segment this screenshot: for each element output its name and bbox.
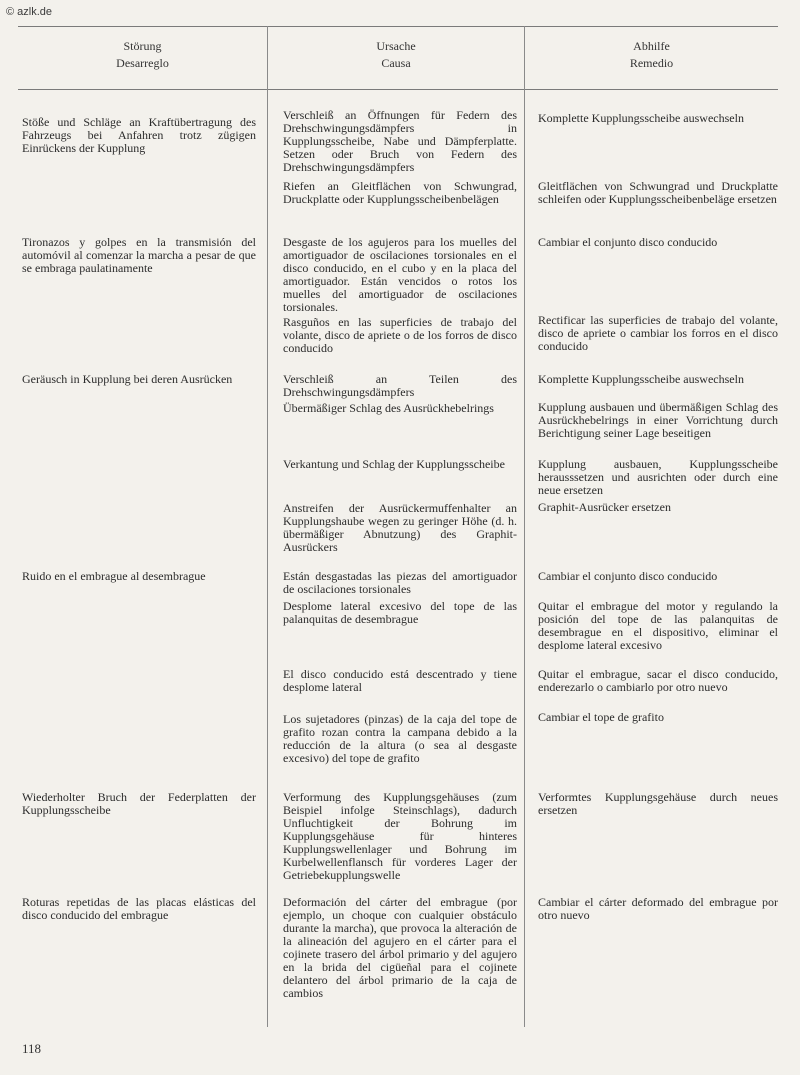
column-header-fault	[18, 38, 267, 72]
remedy-cell: Graphit-Ausrücker ersetzen	[538, 500, 671, 514]
remedy-cell: Cambiar el tope de grafito	[538, 710, 664, 724]
page-number: 118	[22, 1041, 42, 1056]
column-divider-1	[267, 26, 268, 1027]
remedy-cell: Komplette Kupplungsscheibe auswechseln	[538, 111, 744, 125]
table-top-rule	[18, 26, 778, 27]
cause-cell: Desplome lateral excesivo del tope de las palanquitas de desembrague	[283, 599, 517, 626]
header-remedy-de: Abhilfe	[633, 39, 670, 53]
remedy-cell: Cambiar el conjunto disco conducido	[538, 569, 718, 583]
remedy-cell: Verformtes Kupplungsgehäuse durch neues ersetzen	[538, 790, 778, 817]
fault-cell: Ruido en el embrague al desembrague	[22, 569, 206, 583]
header-cause-de: Ursache	[376, 39, 416, 53]
remedy-cell: Kupplung ausbauen und übermäßigen Schlag des Ausrückhebelrings in einer Vorrichtung durch Berichtigung seiner Lage beseitigen	[538, 400, 778, 440]
cause-cell: Verformung des Kupplungsgehäuses (zum Beispiel infolge Steinschlags), dadurch Unfluchtigkeit der Bohrung im Kupplungsgehäuse für hinteres Kupplungswellenlager und Bohrung im Kurbelwellenflansch für vorderes Lager der Getriebekupplungswelle	[283, 790, 517, 882]
header-bottom-rule	[18, 89, 778, 90]
cause-cell: Übermäßiger Schlag des Ausrückhebelrings	[283, 401, 494, 415]
cause-cell: Verschleiß an Teilen des Drehschwingungsdämpfers	[283, 372, 517, 399]
remedy-cell: Cambiar el cárter deformado del embrague por otro nuevo	[538, 895, 778, 922]
cause-cell: Desgaste de los agujeros para los muelles del amortiguador de oscilaciones torsionales en el disco conducido, en el cubo y en la placa del amortiguador. Están vencidos o rotos los muelles del amortiguador de oscilaciones torsionales.	[283, 235, 517, 314]
cause-cell: Verschleiß an Öffnungen für Federn des Drehschwingungsdämpfers in Kupplungsscheibe, Nabe und Dämpferplatte. Setzen oder Bruch von Federn des Drehschwingungsdämpfers	[283, 108, 517, 174]
remedy-cell: Quitar el embrague del motor y regulando la posición del tope de las palanquitas de desembrague en el dispositivo, eliminar el desplome lateral excesivo	[538, 599, 778, 652]
cause-cell: Anstreifen der Ausrückermuffenhalter an Kupplungshaube wegen zu geringer Höhe (d. h. übermäßiger Abnutzung) des Graphit-Ausrückers	[283, 501, 517, 554]
remedy-cell: Komplette Kupplungsscheibe auswechseln	[538, 372, 744, 386]
header-fault-es: Desarreglo	[116, 56, 169, 70]
fault-cell: Stöße und Schläge an Kraftübertragung des Fahrzeugs bei Anfahren trotz zügigen Einrückens der Kupplung	[22, 115, 256, 155]
column-header-remedy	[525, 38, 778, 72]
cause-cell: El disco conducido está descentrado y tiene desplome lateral	[283, 667, 517, 694]
cause-cell: Riefen an Gleitflächen von Schwungrad, Druckplatte oder Kupplungsscheibenbelägen	[283, 179, 517, 206]
fault-cell: Geräusch in Kupplung bei deren Ausrücken	[22, 372, 233, 386]
remedy-cell: Cambiar el conjunto disco conducido	[538, 235, 718, 249]
fault-cell: Tironazos y golpes en la transmisión del automóvil al comenzar la marcha a pesar de que se embraga paulatinamente	[22, 235, 256, 275]
fault-cell: Roturas repetidas de las placas elásticas del disco conducido del embrague	[22, 895, 256, 922]
column-header-cause	[268, 38, 524, 72]
cause-cell: Los sujetadores (pinzas) de la caja del tope de grafito rozan contra la campana debido a la reducción de la altura (o sea al desgaste excesivo) del tope de grafito	[283, 712, 517, 765]
cause-cell: Verkantung und Schlag der Kupplungsscheibe	[283, 457, 505, 471]
remedy-cell: Kupplung ausbauen, Kupplungsscheibe herausssetzen und ausrichten oder durch eine neue ersetzen	[538, 457, 778, 497]
header-fault-de: Störung	[123, 39, 162, 53]
cause-cell: Rasguños en las superficies de trabajo del volante, disco de apriete o de los forros de disco conducido	[283, 315, 517, 355]
remedy-cell: Gleitflächen von Schwungrad und Druckplatte schleifen oder Kupplungsscheibenbeläge ersetzen	[538, 179, 778, 206]
cause-cell: Deformación del cárter del embrague (por ejemplo, un choque con cualquier obstáculo durante la marcha), que provoca la alteración de la alineación del agujero en el cárter para el cojinete trasero del árbol primario y del agujero en la brida del cigüeñal para el cojinete delantero del árbol primario de la caja de cambios	[283, 895, 517, 1000]
fault-cell: Wiederholter Bruch der Federplatten der Kupplungsscheibe	[22, 790, 256, 817]
header-remedy-es: Remedio	[629, 56, 674, 70]
remedy-cell: Rectificar las superficies de trabajo del volante, disco de apriete o cambiar los forros en el disco conducido	[538, 313, 778, 353]
remedy-cell: Quitar el embrague, sacar el disco conducido, enderezarlo o cambiarlo por otro nuevo	[538, 667, 778, 694]
cause-cell: Están desgastadas las piezas del amortiguador de oscilaciones torsionales	[283, 569, 517, 596]
column-divider-2	[524, 26, 525, 1027]
watermark-label: © azlk.de	[6, 6, 53, 18]
header-cause-es: Causa	[381, 56, 411, 70]
